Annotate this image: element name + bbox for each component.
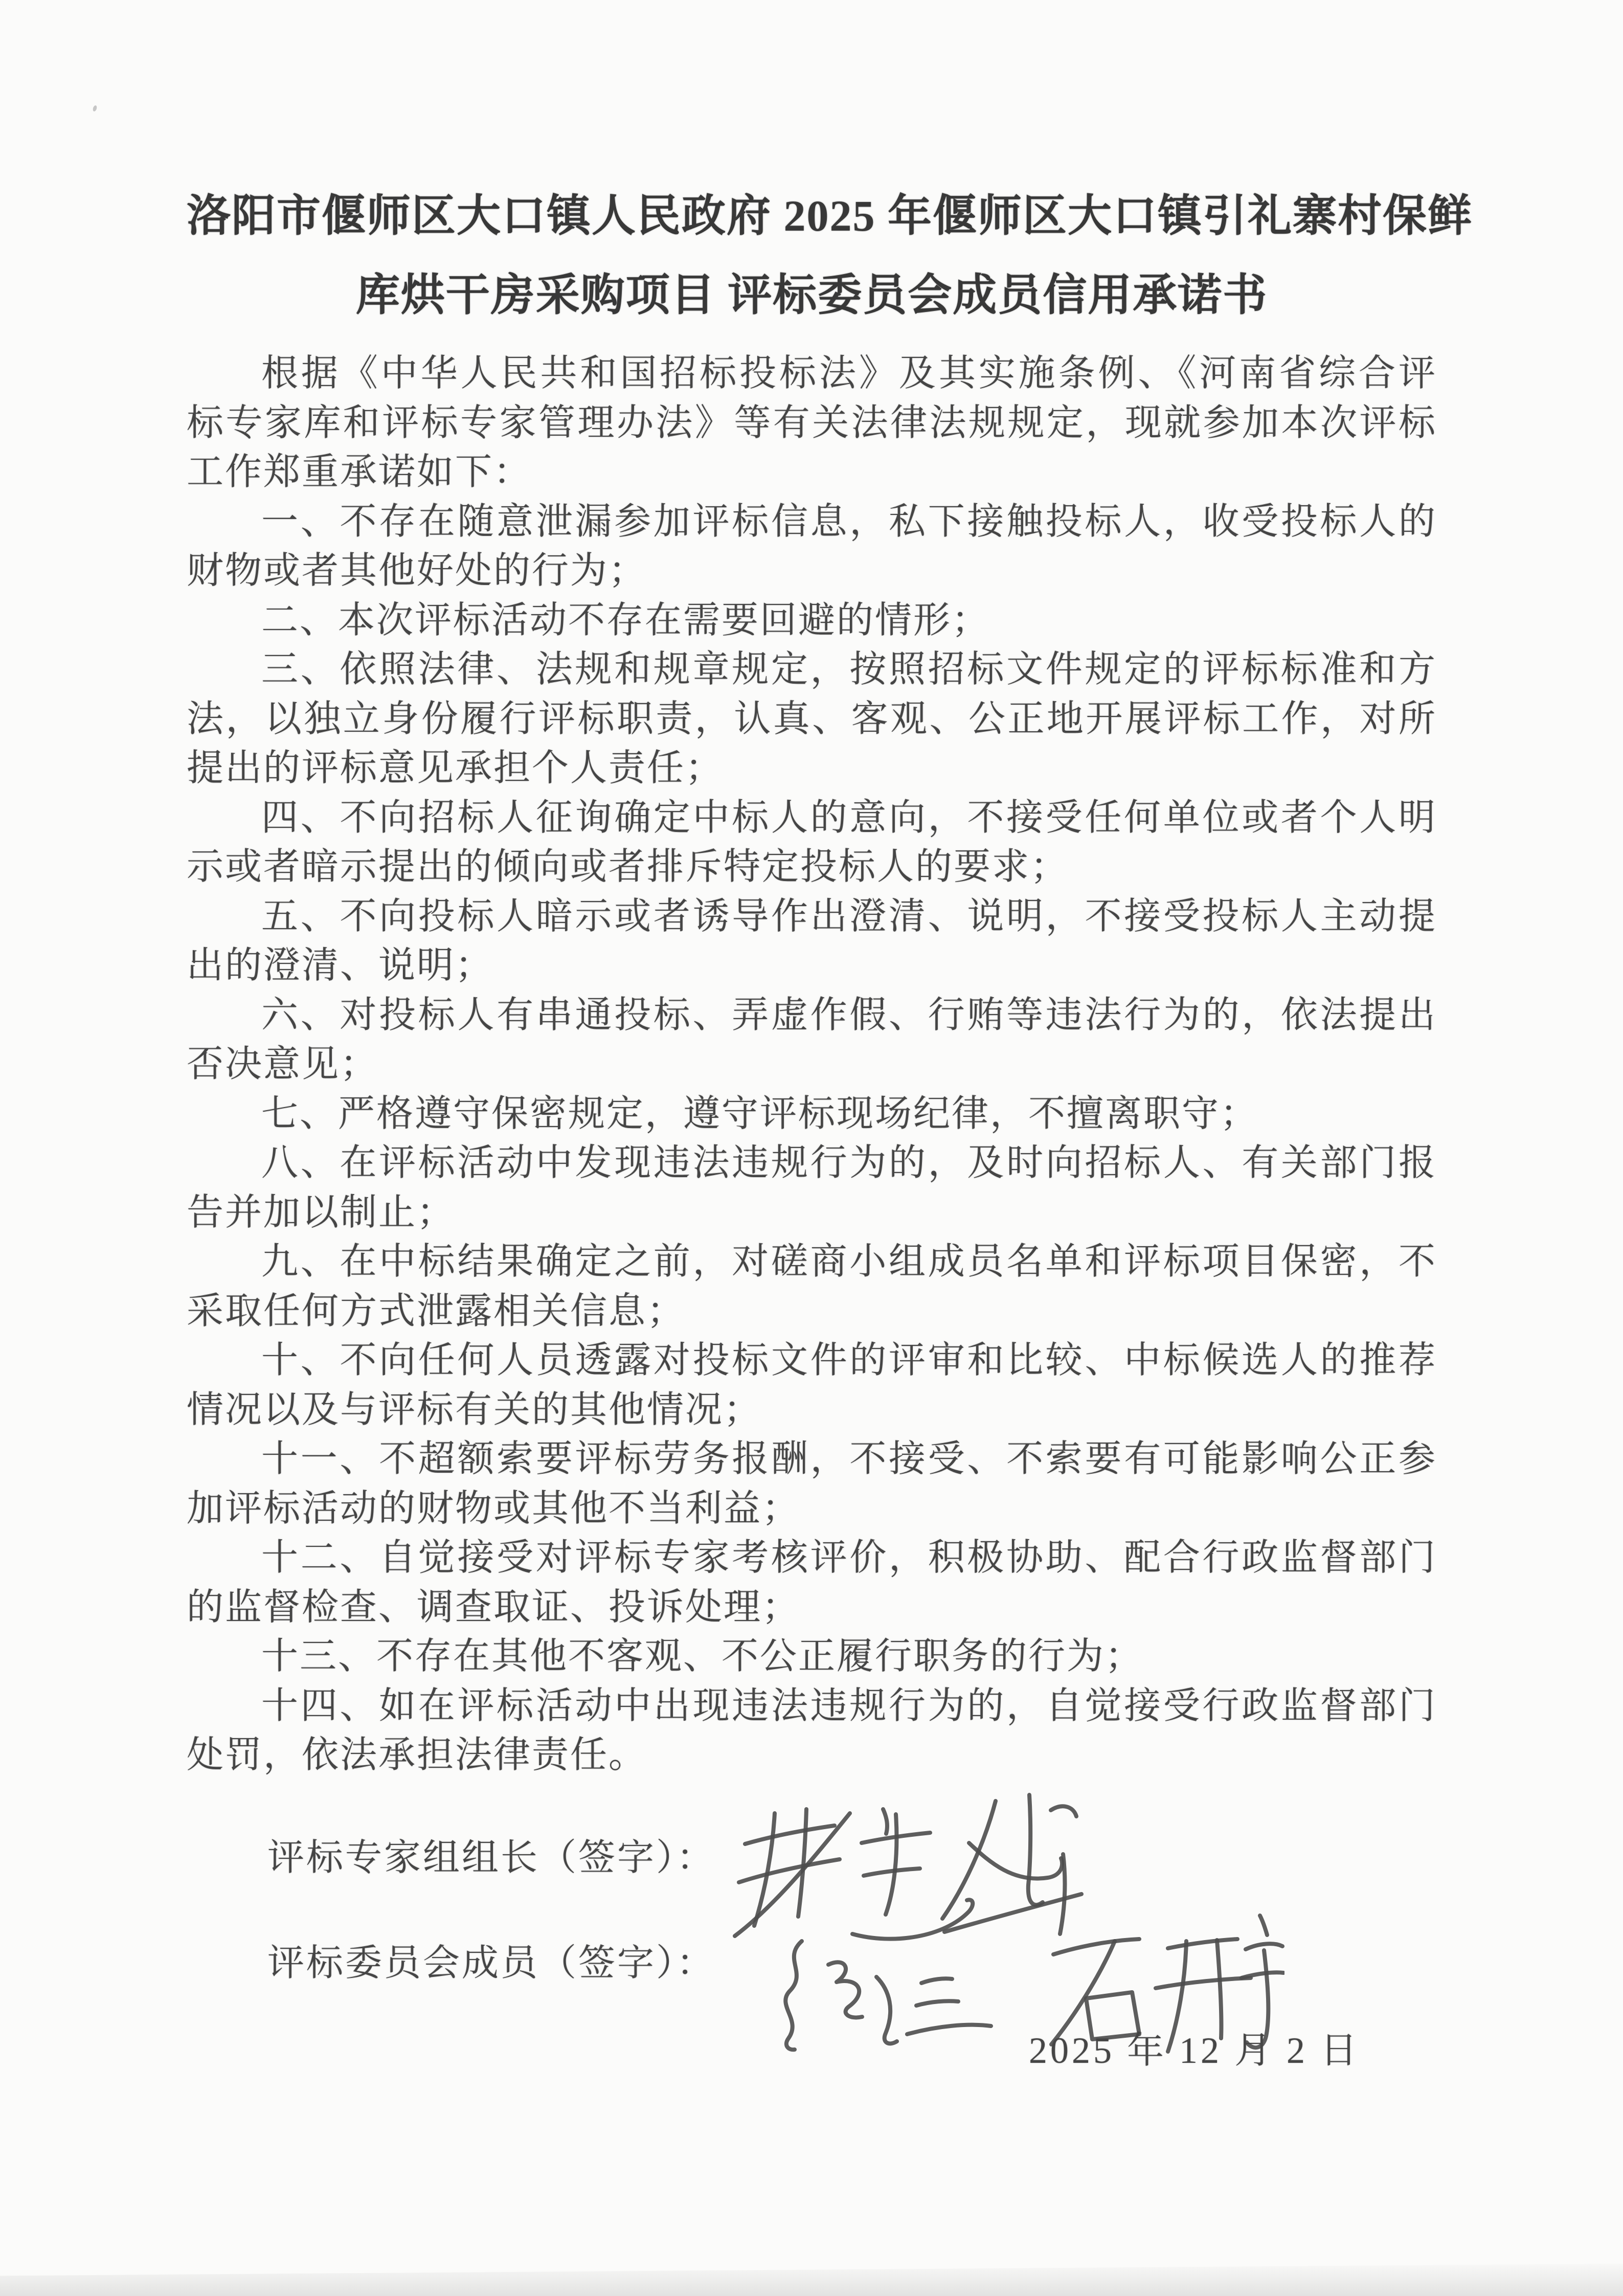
body-text-line: 四、不向招标人征询确定中标人的意向，不接受任何单位或者个人明 [261,797,1437,838]
date-text: 2025 年 12 月 2 日 [1028,2030,1360,2071]
body-text-line: 一、不存在随意泄漏参加评标信息，私下接触投标人，收受投标人的 [261,501,1437,542]
body-text-line: 十三、不存在其他不客观、不公正履行职务的行为； [261,1636,1144,1677]
title-line-1: 洛阳市偃师区大口镇人民政府 2025 年偃师区大口镇引礼寨村保鲜 [187,191,1473,240]
title-line-2: 库烘干房采购项目 评标委员会成员信用承诺书 [355,271,1268,320]
member-signature-row [187,1935,1437,1991]
body-text-line: 三、依照法律、法规和规章规定，按照招标文件规定的评标标准和方 [261,649,1437,690]
body-text-line: 出的澄清、说明； [187,945,494,986]
date-line [187,2024,1437,2078]
body-text-line: 七、严格遵守保密规定，遵守评标现场纪律，不擅离职守； [261,1093,1259,1134]
body-text-line: 八、在评标活动中发现违法违规行为的，及时向招标人、有关部门报 [261,1142,1437,1183]
body-text-line: 六、对投标人有串通投标、弄虚作假、行贿等违法行为的，依法提出 [261,994,1437,1036]
body-text-line: 示或者暗示提出的倾向或者排斥特定投标人的要求； [187,846,1069,887]
body-text-line: 采取任何方式泄露相关信息； [187,1290,686,1332]
body-text-line: 提出的评标意见承担个人责任； [187,748,724,789]
document-title [187,176,1473,335]
body-text-line: 十一、不超额索要评标劳务报酬，不接受、不索要有可能影响公正参 [261,1438,1437,1479]
body-text-line: 九、在中标结果确定之前，对磋商小组成员名单和评标项目保密，不 [261,1241,1437,1282]
body-text-line: 十二、自觉接受对评标专家考核评价，积极协助、配合行政监督部门 [261,1537,1437,1578]
scan-speck [92,105,97,112]
leader-signature-handwriting [730,1783,1088,1946]
leader-signature-row [187,1830,1437,1886]
body-text-line: 根据《中华人民共和国招标投标法》及其实施条例、《河南省综合评 [261,353,1437,394]
body-text-line: 处罚，依法承担法律责任。 [187,1735,647,1775]
leader-signature-label: 评标专家组组长（签字）： [267,1837,716,1878]
body-text-line: 十四、如在评标活动中出现违法违规行为的，自觉接受行政监督部门 [261,1685,1437,1726]
body-text-line: 财物或者其他好处的行为； [187,550,647,591]
body-text-line: 十、不向任何人员透露对投标文件的评审和比较、中标候选人的推荐 [261,1340,1437,1381]
body-text-line: 工作郑重承诺如下： [187,452,532,492]
body-text-line: 二、本次评标活动不存在需要回避的情形； [261,599,990,641]
body-text-line: 的监督检查、调查取证、投诉处理； [187,1586,801,1628]
body-text-line: 情况以及与评标有关的其他情况； [187,1389,762,1430]
body-text-line: 告并加以制止； [187,1191,456,1233]
member-signature-label: 评标委员会成员（签字）： [267,1943,716,1984]
document-body [187,349,1437,1780]
scan-edge-artifact [0,2259,1623,2296]
body-text-line: 法，以独立身份履行评标职责，认真、客观、公正地开展评标工作，对所 [187,698,1437,739]
body-text-line: 标专家库和评标专家管理办法》等有关法律法规规定，现就参加本次评标 [187,402,1437,443]
body-text-line: 否决意见； [187,1044,379,1085]
body-text-line: 五、不向投标人暗示或者诱导作出澄清、说明，不接受投标人主动提 [261,895,1437,937]
body-text-line: 加评标活动的财物或其他不当利益； [187,1488,801,1529]
